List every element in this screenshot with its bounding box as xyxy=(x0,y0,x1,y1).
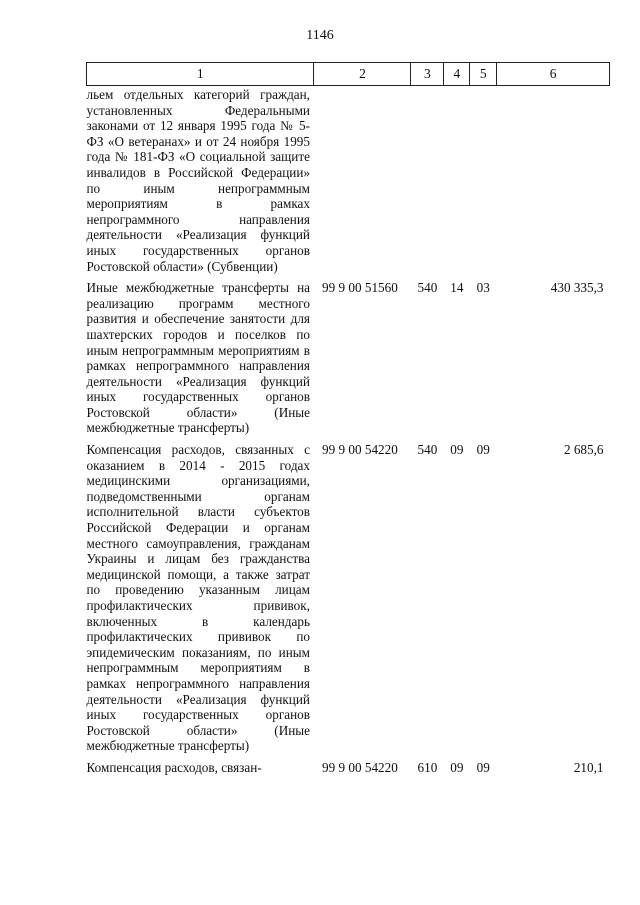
row-amount: 2 685,6 xyxy=(563,442,604,458)
column-header-4: 4 xyxy=(444,63,470,86)
page-number: 1146 xyxy=(306,28,334,43)
column-header-5: 5 xyxy=(470,63,497,86)
row-section: 09 xyxy=(450,759,464,775)
row-description: Иные межбюджетные трансферты на реализацию программ местного развития и обеспечение занятости для шахтерских городов и поселков по иным непрограммным мероприятиям в рамках непрограммного направления деятельности «Реализация функций иных государственных органов Ростовской области» (Иные межбюджетные трансферты) xyxy=(86,280,310,436)
row-subsection: 03 xyxy=(476,280,490,296)
row-subsection: 09 xyxy=(476,759,490,775)
column-header-3: 3 xyxy=(411,63,444,86)
row-expense-type: 540 xyxy=(417,442,438,458)
row-amount: 430 335,3 xyxy=(550,280,604,296)
row-expense-type xyxy=(411,86,444,275)
column-header-6: 6 xyxy=(497,63,610,86)
row-amount: 210,1 xyxy=(573,759,604,775)
row-expense-type: 540 xyxy=(417,280,438,296)
column-header-2: 2 xyxy=(314,63,411,86)
row-section: 14 xyxy=(450,280,464,296)
row-section xyxy=(444,86,470,275)
table-row xyxy=(87,86,610,275)
row-expense-type: 610 xyxy=(417,759,438,775)
row-subsection xyxy=(470,86,497,275)
row-target-code xyxy=(314,86,411,275)
table-row xyxy=(87,274,610,436)
table-header xyxy=(87,63,610,86)
row-subsection: 09 xyxy=(476,442,490,458)
row-amount xyxy=(497,86,610,275)
table-row xyxy=(87,754,610,776)
column-header-1: 1 xyxy=(87,63,314,86)
row-target-code: 99 9 00 54220 xyxy=(321,759,398,775)
row-section: 09 xyxy=(450,442,464,458)
row-description: Компенсация расходов, связанных с оказанием в 2014 - 2015 годах медицинскими организациями, подведомственными органам исполнительной власти субъектов Российской Федерации и органам местного самоуправления, гражданам Украины и лицам без гражданства медицинской помощи, а также затрат по проведению указанным лицам профилактических прививок, включенных в календарь профилактических прививок по эпидемическим показаниям, по иным непрограммным мероприятиям в рамках непрограммного направления деятельности «Реализация функций иных государственных органов Ростовской области» (Иные межбюджетные трансферты) xyxy=(86,442,310,754)
budget-table xyxy=(86,62,610,776)
row-target-code: 99 9 00 54220 xyxy=(321,442,398,458)
table-row xyxy=(87,436,610,754)
row-description: льем отдельных категорий граждан, установленных Федеральными законами от 12 января 1995 года № 5-ФЗ «О ветеранах» и от 24 ноября 1995 года № 181-ФЗ «О социальной защите инвалидов в Российской Федерации» по иным непрограммным мероприятиям в рамках непрограммного направления деятельности «Реализация функций иных государственных органов Ростовской области» (Субвенции) xyxy=(86,87,310,274)
row-target-code: 99 9 00 51560 xyxy=(321,280,398,296)
row-description: Компенсация расходов, связан- xyxy=(86,759,262,775)
